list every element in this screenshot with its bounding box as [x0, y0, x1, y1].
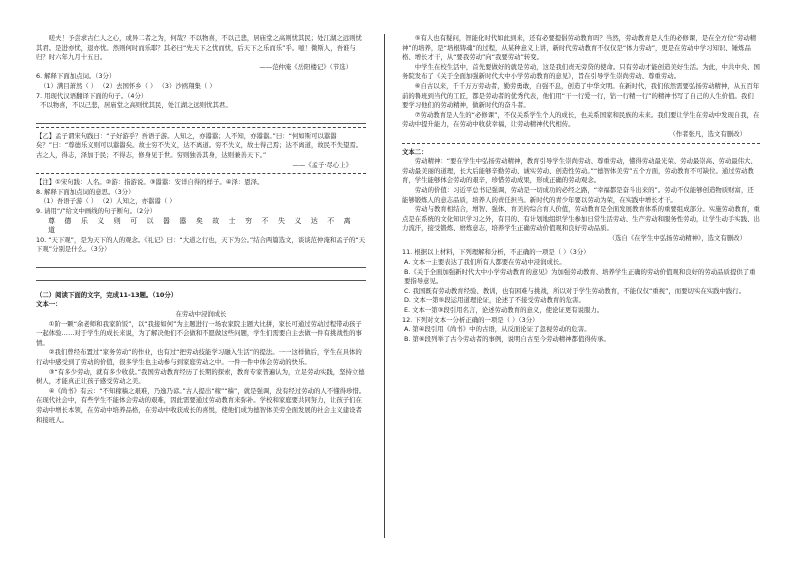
text1-para-7: ⑦劳动教育是人生的“必修课”，不仅关系学生个人的成长，也关系国家和民族的未来。我们要让学生在劳动中发现自我，在劳动中提升能力，在劳动中收获幸福，让劳动精神代代相传。 — [402, 110, 760, 129]
source-yueyanglou: ——范仲淹《岳阳楼记》（节选） — [259, 62, 352, 71]
question-7: 7. 用现代汉语翻译下面的句子。（4分） — [36, 91, 148, 100]
question-12-option-b: B. 第⑥段列举了古今劳动者的事例，说明自古至今劳动精神都值得传承。 — [404, 334, 610, 343]
question-11-option-b: B.《关于全面加强新时代大中小学劳动教育的意见》为加强劳动教育、培养学生正确的劳动价值观和良好的劳动品质提供了重要指导意见。 — [404, 267, 756, 286]
text2-source: （选自《在学生中弘扬劳动精神》，选文有删改） — [608, 233, 746, 242]
answer-line — [36, 255, 366, 268]
answer-line — [36, 111, 366, 124]
source-mencius: ——《孟子·尽心上》 — [292, 160, 352, 169]
text1-author: （作者张凡，选文有删改） — [669, 129, 746, 138]
text1-para-4: ④《尚书》有云：“不知稼穑之艰难，乃逸乃谚。”古人提出“稼”“穑”，就是强调，没有经过劳动的人不懂得珍惜。在现代社会中，有些学生不能体会劳动的艰难，因此需要通过劳动教育来弥补。学校和家庭要共同努力，让孩子们在劳动中增长本领，在劳动中培养品格，在劳动中收获成长的喜悦，使他们成为德智体美劳全面发展的社会主义建设者和接班人。 — [36, 386, 366, 424]
question-11-option-e: E. 文本一第③段引用名言，论述劳动教育的意义，使论证更有说服力。 — [404, 306, 604, 315]
left-column — [36, 34, 366, 425]
question-11-option-c: C. 我国既有劳动教育经验、教训，也有困难与挑战，所以对于学生劳动教育，不能仅仅“重视”，而要切实在实践中践行。 — [404, 286, 746, 295]
notes: 【注】①宋句践：人名。②游：指游说。③嚣嚣：安详自得的样子。④泽：恩泽。 — [36, 178, 264, 187]
question-7-sentence: 不以物喜，不以己悲，居庙堂之高则忧其民，处江湖之远则忧其君。 — [40, 101, 232, 110]
question-12-option-a: A. 第④段引用《尚书》中的古语，从反面论证了忽视劳动的危害。 — [404, 325, 591, 334]
answer-line — [36, 268, 366, 281]
question-6-items: （1）满目萧然（ ） （2）去国怀乡（ ） （3）沙鸥翔集（ ） — [40, 81, 216, 90]
question-8: 8. 解释下面加点词的意思。（3分） — [36, 187, 135, 196]
text1-para-6: ⑥自古以来，千千万万劳动者，勤劳勇敢，自强不息，创造了中华文明。在新时代，我们依然需要弘扬劳动精神，从五百年前的鲁班到当代的工匠，都是劳动者的优秀代表，他们用“干一行爱一行，钻一行精一行”的精神书写了自己的人生价值。我们要学习他们的劳动精神，做新时代的奋斗者。 — [402, 81, 760, 110]
question-11-option-d: D. 文本一第⑤段运用道理论证，论述了不接受劳动教育的危害。 — [404, 296, 585, 305]
text2-label: 文本二： — [402, 147, 428, 156]
punctuation-sequence: 尊 德 乐 义 则 可 以 嚣 嚣 矣 故 士 穷 不 失 义 达 不 离 道 — [48, 216, 355, 235]
text1-title: 在劳动中浸润成长 — [175, 310, 227, 319]
question-11: 11. 根据以上材料，下列理解和分析，不正确的一项是（ ）（3分） — [402, 248, 590, 257]
question-9: 9. 请用“/”给文中画线的句子断句。（2分） — [36, 206, 157, 215]
question-10: 10. “天下观”，是为天下的人的观念。《礼记》曰：“大道之行也，天下为公。”结合两篇选文，谈谈范仲淹和孟子的“天下观”分别是什么。（3分） — [36, 235, 366, 254]
text1-label: 文本一： — [36, 300, 62, 309]
text2-para-2: 劳动的价值：习近平总书记强调，劳动是一切成功的必经之路，“幸福都是奋斗出来的”。劳动不仅能够创造物质财富，还能够锻炼人的意志品质，培养人的责任担当。新时代的青少年要以劳动为荣，在实践中增长才干。 — [402, 185, 754, 204]
text2-para-3: 劳动与教育相结合，增智、强体、育美的综合育人价值，劳动教育是全面发展教育体系的重要组成部分。实施劳动教育，重点是在系统的文化知识学习之外，有目的、有计划地组织学生参加日常生活劳动、生产劳动和服务性劳动，让学生动手实践、出力流汗，接受锻炼、磨炼意志，培养学生正确劳动价值观和良好劳动品质。 — [402, 205, 760, 233]
passage-end: 嗟夫！予尝求古仁人之心，或异二者之为，何哉？不以物喜，不以己悲，居庙堂之高则忧其民；处江湖之远则忧其君。是进亦忧，退亦忧。然则何时而乐耶？其必曰“先天下之忧而忧，后天下之乐而乐”乎。噫！微斯人，吾谁与归？时六年九月十五日。 — [36, 34, 362, 62]
notes-separator — [36, 173, 366, 174]
text1-para-1: ①阶一颗“余老师和我家阶饭”，以“我接如何”为主题进行一场农家院主题大比拼，家长可通过劳动过程带动孩子一起体验……对于学生的成长来说，为了解决他们不会做和不愿做这些问题，学生们需要自主去做一件有挑战性的事情。 — [36, 319, 362, 347]
text1-para-5b: 中学生在校生活中，首先要做好的就是劳动，这是我们责无旁贷的使命。只有劳动才能创造美好生活。为此，中共中央、国务院发布了《关于全面加强新时代大中小学劳动教育的意见》，旨在引导学生崇尚劳动、尊重劳动。 — [402, 62, 760, 81]
right-column — [402, 34, 760, 344]
question-11-option-a: A. 文本一主要表达了我们所有人都要在劳动中浸润成长。 — [404, 258, 566, 267]
section-separator — [36, 127, 366, 128]
question-8-items: （1）吾语子游（ ） （2）人知之，亦嚣嚣（ ） — [40, 197, 176, 206]
text1-para-2: ②我们曾经布置过“家务劳动”的作业，也有过“把劳动技能学习融入生活”的提法。一一这样做后，学生在具体的行动中感受到了劳动的价值，很多学生也主动参与到家庭劳动之中。一件一件中体会劳动的快乐。 — [36, 348, 362, 367]
text1-para-5: ⑤有人也有疑问，智能化时代如此到来，还有必要提倡劳动教育吗？当然，劳动教育是人生的必修课，是在全方位“劳动精神”的培养，是“培根铸魂”的过程，从某种意义上讲，新时代劳动教育不仅仅是“体力劳动”，更是在劳动中学习知识、锤炼品格、增长才干，从“要我劳动”向“我要劳动”转变。 — [402, 34, 757, 62]
column-divider — [384, 34, 385, 538]
question-6: 6. 解释下面加点词。（3分） — [36, 72, 116, 81]
text2-para-1: 劳动精神：“要在学生中弘扬劳动精神，教育引导学生崇尚劳动、尊重劳动，懂得劳动最光荣、劳动最崇高、劳动最伟大、劳动最美丽的道理，长大后能够辛勤劳动、诚实劳动、创造性劳动。”“德智体美劳”五个方面，劳动教育不可缺位。通过劳动教育，学生能够体会劳动的艰辛，珍惜劳动成果，形成正确的劳动观念。 — [402, 157, 757, 185]
text1-para-3: ③“有多少劳动，就有多少收获。”我国劳动教育经历了长期的探索，教育专家普遍认为，立足劳动实践，坚持立德树人，才能真正让孩子感受劳动之美。 — [36, 367, 365, 386]
passage-yi: 【乙】孟子谓宋句践曰：“子好游乎？吾语子游。人知之，亦嚣嚣；人不知，亦嚣嚣。”曰：“何如斯可以嚣嚣矣？”曰：“尊德乐义则可以嚣嚣矣。故士穷不失义，达不离道。穷不失义，故士得己焉；达不离道，故民不失望焉。古之人，得志，泽加于民；不得志，修身见于世。穷则独善其身，达则兼善天下。” — [36, 131, 363, 159]
text-separator — [402, 143, 760, 144]
section-2-title: （二）阅读下面的文字，完成11-13题。（10分） — [36, 290, 178, 299]
question-12: 12. 下列对文本一分析正确的一项是（ ）（3分） — [402, 315, 539, 324]
